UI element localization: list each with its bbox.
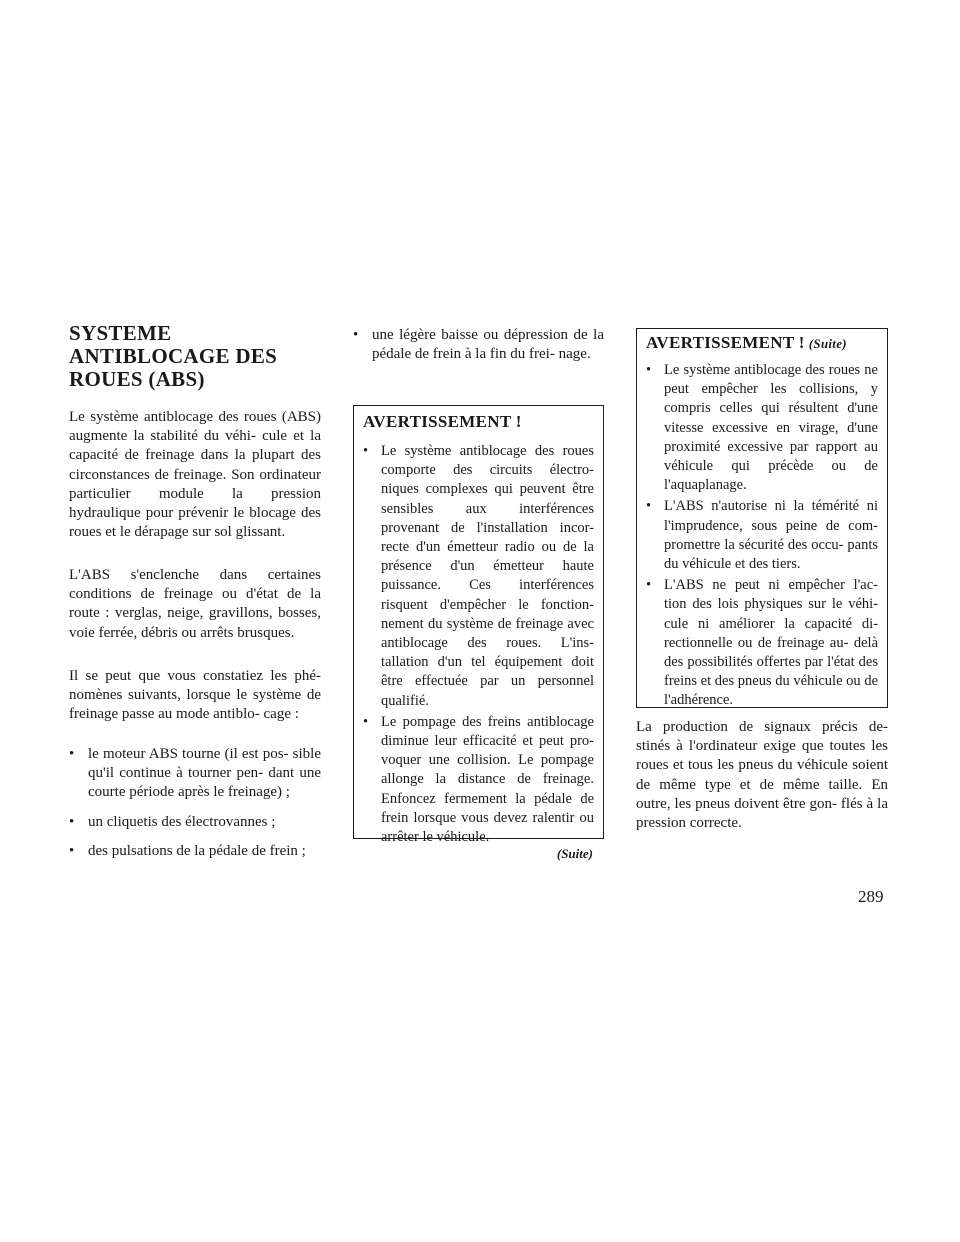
abs-phenomena-list-continued <box>353 326 604 364</box>
warning-item: • Le système antiblocage des roues ne peut empêcher les collisions, y compris celles qui résultent d'une vitesse excessive en virage, d'une proximité excessive par rapport au véhicule qui précède ou de l'aquaplanage. <box>646 361 878 495</box>
continued-label: (Suite) <box>556 846 593 861</box>
tire-paragraph: La production de signaux précis de- stinés à l'ordinateur exige que toutes les roues et tous les pneus du véhicule soient de même type et de même taille. En outre, les pneus doivent être gon- flés à la pression correcte. <box>636 719 888 832</box>
warning-title: AVERTISSEMENT ! <box>363 412 522 431</box>
warning-title <box>646 333 847 353</box>
warning-list <box>646 361 878 711</box>
abs-conditions-paragraph: L'ABS s'enclenche dans certaines conditions de freinage ou d'état de la route : verglas, neige, gravillons, bosses, voie ferrée, débris ou arrêts brusques. <box>69 567 321 641</box>
abs-phenomena-list <box>69 745 321 861</box>
list-item: • une légère baisse ou dépression de la pédale de frein à la fin du frei- nage. <box>353 326 604 364</box>
warning-item: • L'ABS ne peut ni empêcher l'ac- tion des lois physiques sur le véhi- cule ni améliorer la capacité di- rectionnelle ou de freinage au- delà des possibilités offertes par l'état des freins et des pneus du véhicule ou de l'adhérence. <box>646 576 878 710</box>
list-item: • des pulsations de la pédale de frein ; <box>69 842 321 861</box>
warning-title-text: AVERTISSEMENT ! <box>646 333 805 352</box>
list-item: • un cliquetis des électrovannes ; <box>69 813 321 832</box>
section-heading: SYSTEME ANTIBLOCAGE DES ROUES (ABS) <box>69 321 278 391</box>
warning-item: • Le système antiblocage des roues comporte des circuits électro- niques complexes qui peuvent être sensibles aux interférences provenant de l'installation incor- recte d'un émetteur radio ou de la présence d'un émetteur haute puissance. Ces interférences risquent d'empêcher le fonction- nement du système de freinage avec antiblocage des roues. L'ins- tallation d'un tel équipement doit être effectuée par un personnel qualifié. <box>363 442 594 711</box>
abs-phenomena-paragraph: Il se peut que vous constatiez les phé- nomènes suivants, lorsque le système de freinage passe au mode antiblo- cage : <box>69 668 321 723</box>
warning-item: • Le pompage des freins antiblocage diminue leur efficacité et peut pro- voquer une collision. Le pompage allonge la distance de freinage. Enfoncez fermement la pédale de frein lorsque vous devez ralentir ou arrêter le véhicule. <box>363 713 594 847</box>
warning-suite-label: (Suite) <box>808 336 847 351</box>
page-number: 289 <box>858 887 884 906</box>
list-item: • le moteur ABS tourne (il est pos- sible qu'il continue à tourner pen- dant une courte période après le freinage) ; <box>69 745 321 803</box>
warning-item: • L'ABS n'autorise ni la témérité ni l'imprudence, sous peine de com- promettre la sécurité des occu- pants du véhicule et des tiers. <box>646 497 878 574</box>
warning-box <box>353 405 604 846</box>
warning-list <box>363 442 594 847</box>
warning-box-continued <box>636 328 888 708</box>
abs-intro-paragraph: Le système antiblocage des roues (ABS) augmente la stabilité du véhi- cule et la capacité de freinage dans la plupart des circonstances de freinage. Son ordinateur particulier module la pression hydraulique pour prévenir le blocage des roues et le dérapage sur sol glissant. <box>69 409 321 541</box>
